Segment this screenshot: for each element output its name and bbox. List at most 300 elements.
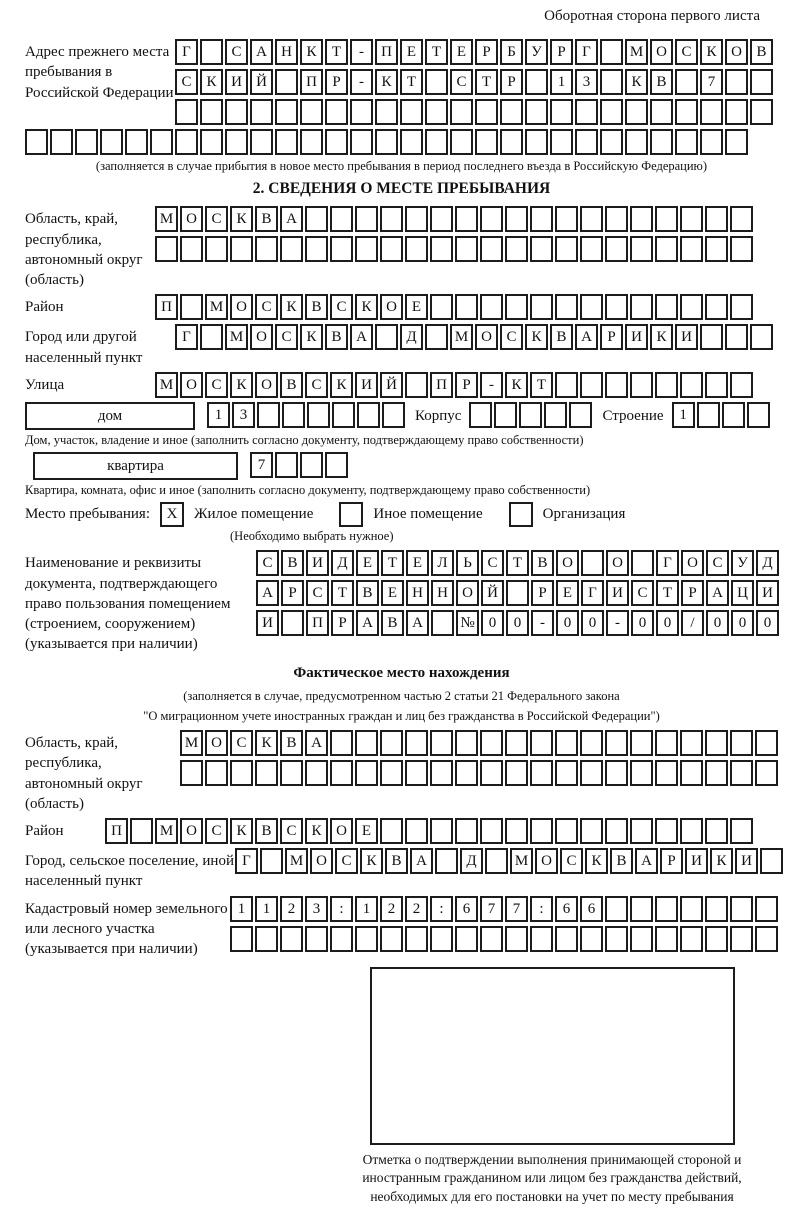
char-box: С: [450, 69, 473, 95]
char-box: [382, 402, 405, 428]
prev-address-rows: [175, 39, 775, 125]
char-box: О: [456, 580, 479, 606]
char-box: В: [255, 818, 278, 844]
char-box: Р: [681, 580, 704, 606]
char-box: И: [625, 324, 648, 350]
char-box: [750, 324, 773, 350]
char-box: 0: [481, 610, 504, 636]
char-box: А: [250, 39, 273, 65]
region-block: [25, 206, 778, 290]
registration-mark-caption: Отметка о подтверждении выполнения принимающей стороной и иностранным гражданином или лицом без гражданства действий, необходимых для его постановки на учет по месту пребывания: [362, 1152, 742, 1204]
char-box: [380, 206, 403, 232]
char-box: [505, 236, 528, 262]
char-row: [105, 818, 755, 844]
char-box: С: [631, 580, 654, 606]
char-box: [425, 129, 448, 155]
char-box: [569, 402, 592, 428]
char-box: 1: [230, 896, 253, 922]
char-box: А: [410, 848, 433, 874]
actual-region-block: [25, 730, 778, 814]
char-box: [700, 99, 723, 125]
char-box: [755, 730, 778, 756]
char-box: К: [360, 848, 383, 874]
char-box: [650, 99, 673, 125]
char-box: 6: [555, 896, 578, 922]
char-box: В: [255, 206, 278, 232]
char-box: М: [180, 730, 203, 756]
prev-address-note: (заполняется в случае прибытия в новое место пребывания в период последнего въезда в Российскую Федерацию): [95, 159, 708, 173]
char-box: [705, 896, 728, 922]
char-box: [430, 294, 453, 320]
char-box: Д: [756, 550, 779, 576]
char-box: [697, 402, 720, 428]
char-box: О: [475, 324, 498, 350]
char-box: [655, 294, 678, 320]
char-box: [530, 294, 553, 320]
char-box: [650, 129, 673, 155]
checkbox-organization: [509, 502, 533, 527]
char-box: О: [250, 324, 273, 350]
char-box: [680, 236, 703, 262]
apartment-row: [25, 452, 778, 480]
char-box: [680, 372, 703, 398]
char-row: [155, 372, 755, 398]
char-box: [705, 730, 728, 756]
char-box: [750, 69, 773, 95]
char-box: И: [675, 324, 698, 350]
char-box: [430, 206, 453, 232]
char-box: [180, 760, 203, 786]
actual-location-note2: "О миграционном учете иностранных граждан и лиц без гражданства в Российской Федерации"): [143, 708, 660, 723]
char-box: [475, 99, 498, 125]
char-box: О: [606, 550, 629, 576]
char-box: К: [505, 372, 528, 398]
char-box: [485, 848, 508, 874]
char-box: [630, 236, 653, 262]
char-box: [705, 206, 728, 232]
char-box: [555, 294, 578, 320]
char-box: И: [225, 69, 248, 95]
char-box: [525, 69, 548, 95]
char-box: [505, 206, 528, 232]
char-box: К: [230, 206, 253, 232]
char-box: О: [255, 372, 278, 398]
char-box: 7: [480, 896, 503, 922]
char-box: [680, 760, 703, 786]
char-box: Т: [475, 69, 498, 95]
char-box: №: [456, 610, 479, 636]
char-box: [700, 129, 723, 155]
char-box: Е: [355, 818, 378, 844]
char-box: С: [205, 372, 228, 398]
char-box: [580, 372, 603, 398]
char-row: [256, 580, 781, 606]
char-box: [730, 372, 753, 398]
char-box: К: [230, 818, 253, 844]
char-box: [630, 294, 653, 320]
char-box: [455, 236, 478, 262]
char-box: [525, 99, 548, 125]
char-box: [600, 69, 623, 95]
char-box: [630, 206, 653, 232]
char-box: [425, 324, 448, 350]
char-box: 0: [731, 610, 754, 636]
char-box: [550, 99, 573, 125]
char-box: [355, 926, 378, 952]
char-box: [480, 206, 503, 232]
char-box: [275, 129, 298, 155]
char-box: 7: [250, 452, 273, 478]
char-box: [355, 730, 378, 756]
char-box: О: [725, 39, 748, 65]
char-box: [505, 730, 528, 756]
char-box: [205, 236, 228, 262]
char-box: Е: [400, 39, 423, 65]
char-box: В: [550, 324, 573, 350]
char-box: 1: [672, 402, 695, 428]
char-box: А: [406, 610, 429, 636]
char-box: [455, 760, 478, 786]
char-box: [455, 730, 478, 756]
char-box: О: [681, 550, 704, 576]
char-box: [555, 730, 578, 756]
char-box: В: [281, 550, 304, 576]
char-box: [730, 760, 753, 786]
char-box: Г: [235, 848, 258, 874]
checkbox-residential: X: [160, 502, 184, 527]
char-box: С: [275, 324, 298, 350]
actual-city-label: Город, сельское поселение, иной населенный пункт: [25, 853, 234, 890]
district-block: [25, 294, 778, 320]
char-box: С: [330, 294, 353, 320]
char-box: С: [205, 206, 228, 232]
char-box: [260, 848, 283, 874]
char-box: С: [230, 730, 253, 756]
char-box: Т: [425, 39, 448, 65]
char-box: П: [375, 39, 398, 65]
char-box: Д: [460, 848, 483, 874]
char-box: [130, 818, 153, 844]
char-box: [630, 818, 653, 844]
char-box: Е: [356, 550, 379, 576]
char-box: [675, 69, 698, 95]
char-box: [355, 760, 378, 786]
char-box: [581, 550, 604, 576]
char-box: [530, 206, 553, 232]
char-box: [625, 99, 648, 125]
char-box: Т: [506, 550, 529, 576]
char-box: [325, 129, 348, 155]
char-box: [580, 730, 603, 756]
stay-type-row: [25, 502, 778, 527]
char-box: -: [350, 69, 373, 95]
checkbox-other-premises: [339, 502, 363, 527]
char-box: Е: [450, 39, 473, 65]
stay-type-note: (Необходимо выбрать нужное): [230, 529, 394, 544]
char-box: [480, 236, 503, 262]
char-box: В: [381, 610, 404, 636]
char-box: [275, 69, 298, 95]
char-box: А: [256, 580, 279, 606]
char-box: С: [306, 580, 329, 606]
char-box: [357, 402, 380, 428]
char-box: К: [280, 294, 303, 320]
char-box: Е: [381, 580, 404, 606]
char-box: Р: [281, 580, 304, 606]
char-box: [480, 760, 503, 786]
char-box: [705, 818, 728, 844]
char-box: [425, 99, 448, 125]
char-box: 1: [255, 896, 278, 922]
char-box: [380, 926, 403, 952]
char-box: Т: [331, 580, 354, 606]
char-box: Т: [381, 550, 404, 576]
char-box: 3: [575, 69, 598, 95]
char-box: [355, 236, 378, 262]
stay-type-label: Место пребывания:: [25, 506, 150, 523]
char-box: [530, 236, 553, 262]
char-box: [200, 129, 223, 155]
char-box: [355, 206, 378, 232]
char-row: [230, 896, 780, 922]
char-box: К: [305, 818, 328, 844]
actual-location-note1: (заполняется в случае, предусмотренном частью 2 статьи 21 Федерального закона: [183, 688, 620, 703]
registration-mark-box: [370, 967, 735, 1145]
char-box: [505, 760, 528, 786]
char-box: [605, 206, 628, 232]
char-box: 2: [380, 896, 403, 922]
char-box: [400, 99, 423, 125]
char-box: -: [350, 39, 373, 65]
char-box: [450, 129, 473, 155]
char-box: [680, 730, 703, 756]
char-box: [555, 760, 578, 786]
char-box: [680, 926, 703, 952]
char-box: [605, 730, 628, 756]
char-box: 3: [305, 896, 328, 922]
city-block: [25, 324, 778, 368]
char-box: Р: [660, 848, 683, 874]
street-block: [25, 372, 778, 398]
char-box: С: [280, 818, 303, 844]
char-box: [580, 926, 603, 952]
district-label: Район: [25, 299, 64, 316]
region-label: Область, край, республика, автономный округ (область): [25, 211, 143, 288]
char-box: У: [731, 550, 754, 576]
char-box: [225, 129, 248, 155]
char-box: [544, 402, 567, 428]
char-box: О: [180, 818, 203, 844]
char-box: Е: [556, 580, 579, 606]
char-box: [630, 372, 653, 398]
char-box: [281, 610, 304, 636]
char-box: [747, 402, 770, 428]
char-box: [405, 760, 428, 786]
char-box: 2: [405, 896, 428, 922]
char-box: [530, 818, 553, 844]
prev-address-label: Адрес прежнего места пребывания в Российской Федерации: [25, 44, 174, 101]
cadastre-label: Кадастровый номер земельного или лесного участка (указывается при наличии): [25, 900, 228, 957]
char-box: [605, 372, 628, 398]
char-box: К: [300, 39, 323, 65]
char-box: [530, 926, 553, 952]
char-box: 7: [505, 896, 528, 922]
char-box: [755, 926, 778, 952]
char-box: [550, 129, 573, 155]
char-box: [405, 818, 428, 844]
char-box: [505, 294, 528, 320]
char-box: [350, 99, 373, 125]
char-box: П: [105, 818, 128, 844]
char-box: [125, 129, 148, 155]
char-box: О: [650, 39, 673, 65]
document-label: Наименование и реквизиты документа, подтверждающего право пользования помещением (строением, сооружением) (указывается при наличии): [25, 555, 231, 653]
char-box: 0: [506, 610, 529, 636]
char-box: [405, 372, 428, 398]
char-box: [730, 818, 753, 844]
char-box: [480, 730, 503, 756]
char-box: [180, 236, 203, 262]
prev-address-block: [25, 39, 778, 125]
char-box: Р: [455, 372, 478, 398]
char-box: [625, 129, 648, 155]
char-box: [506, 580, 529, 606]
char-box: В: [325, 324, 348, 350]
char-box: С: [500, 324, 523, 350]
char-box: М: [625, 39, 648, 65]
char-box: [600, 129, 623, 155]
char-box: [375, 324, 398, 350]
char-box: Й: [380, 372, 403, 398]
char-box: 1: [550, 69, 573, 95]
char-box: [25, 129, 48, 155]
char-box: [730, 236, 753, 262]
char-box: Н: [431, 580, 454, 606]
char-box: [655, 372, 678, 398]
char-row: [235, 848, 785, 874]
char-box: А: [706, 580, 729, 606]
char-box: 0: [556, 610, 579, 636]
korpus-label: Корпус: [415, 407, 462, 424]
char-row: [175, 99, 775, 125]
char-box: -: [606, 610, 629, 636]
char-box: А: [635, 848, 658, 874]
char-box: [307, 402, 330, 428]
char-box: 0: [756, 610, 779, 636]
char-box: 6: [455, 896, 478, 922]
char-box: П: [306, 610, 329, 636]
char-box: П: [155, 294, 178, 320]
char-box: К: [375, 69, 398, 95]
char-box: В: [280, 372, 303, 398]
char-box: М: [155, 206, 178, 232]
char-box: [725, 324, 748, 350]
char-box: Р: [500, 69, 523, 95]
char-box: [730, 206, 753, 232]
char-box: С: [706, 550, 729, 576]
char-box: [680, 206, 703, 232]
char-box: [680, 818, 703, 844]
char-box: В: [385, 848, 408, 874]
char-box: [480, 818, 503, 844]
char-box: К: [230, 372, 253, 398]
char-box: [75, 129, 98, 155]
char-box: [330, 236, 353, 262]
char-box: [300, 129, 323, 155]
char-box: [580, 760, 603, 786]
char-box: [555, 926, 578, 952]
city-label: Город или другой населенный пункт: [25, 329, 143, 366]
char-row: [256, 550, 781, 576]
char-box: К: [355, 294, 378, 320]
char-box: Р: [600, 324, 623, 350]
char-box: [375, 99, 398, 125]
char-box: 0: [581, 610, 604, 636]
char-box: О: [180, 206, 203, 232]
actual-district-label: Район: [25, 823, 64, 839]
char-box: [680, 896, 703, 922]
cadastre-rows: [230, 896, 780, 952]
char-box: [605, 294, 628, 320]
char-row-full-width: [25, 129, 778, 155]
char-box: [430, 926, 453, 952]
char-box: В: [531, 550, 554, 576]
char-box: [450, 99, 473, 125]
char-row: [175, 69, 775, 95]
char-box: И: [735, 848, 758, 874]
char-box: [255, 926, 278, 952]
char-box: [725, 129, 748, 155]
char-box: В: [356, 580, 379, 606]
char-box: С: [175, 69, 198, 95]
char-box: [50, 129, 73, 155]
char-box: [575, 99, 598, 125]
apartment-type-box: квартира: [33, 452, 238, 480]
char-box: И: [256, 610, 279, 636]
char-box: [230, 236, 253, 262]
char-box: [630, 730, 653, 756]
char-box: [257, 402, 280, 428]
char-box: М: [225, 324, 248, 350]
char-box: [332, 402, 355, 428]
char-box: [250, 99, 273, 125]
char-box: К: [255, 730, 278, 756]
char-box: [230, 760, 253, 786]
stroenie-cells: [672, 402, 772, 428]
char-box: [605, 896, 628, 922]
char-box: Г: [175, 39, 198, 65]
char-box: :: [330, 896, 353, 922]
char-box: О: [556, 550, 579, 576]
char-row: [175, 324, 775, 350]
char-box: Й: [250, 69, 273, 95]
char-box: [300, 99, 323, 125]
char-box: В: [305, 294, 328, 320]
char-box: 0: [631, 610, 654, 636]
char-box: [180, 294, 203, 320]
char-box: :: [530, 896, 553, 922]
char-box: О: [205, 730, 228, 756]
char-box: Д: [400, 324, 423, 350]
char-box: Г: [581, 580, 604, 606]
char-box: С: [560, 848, 583, 874]
char-box: [405, 206, 428, 232]
char-box: И: [606, 580, 629, 606]
char-row: [155, 206, 755, 232]
option-residential-label: Жилое помещение: [194, 506, 314, 523]
char-box: [705, 372, 728, 398]
actual-district-block: [25, 818, 778, 844]
